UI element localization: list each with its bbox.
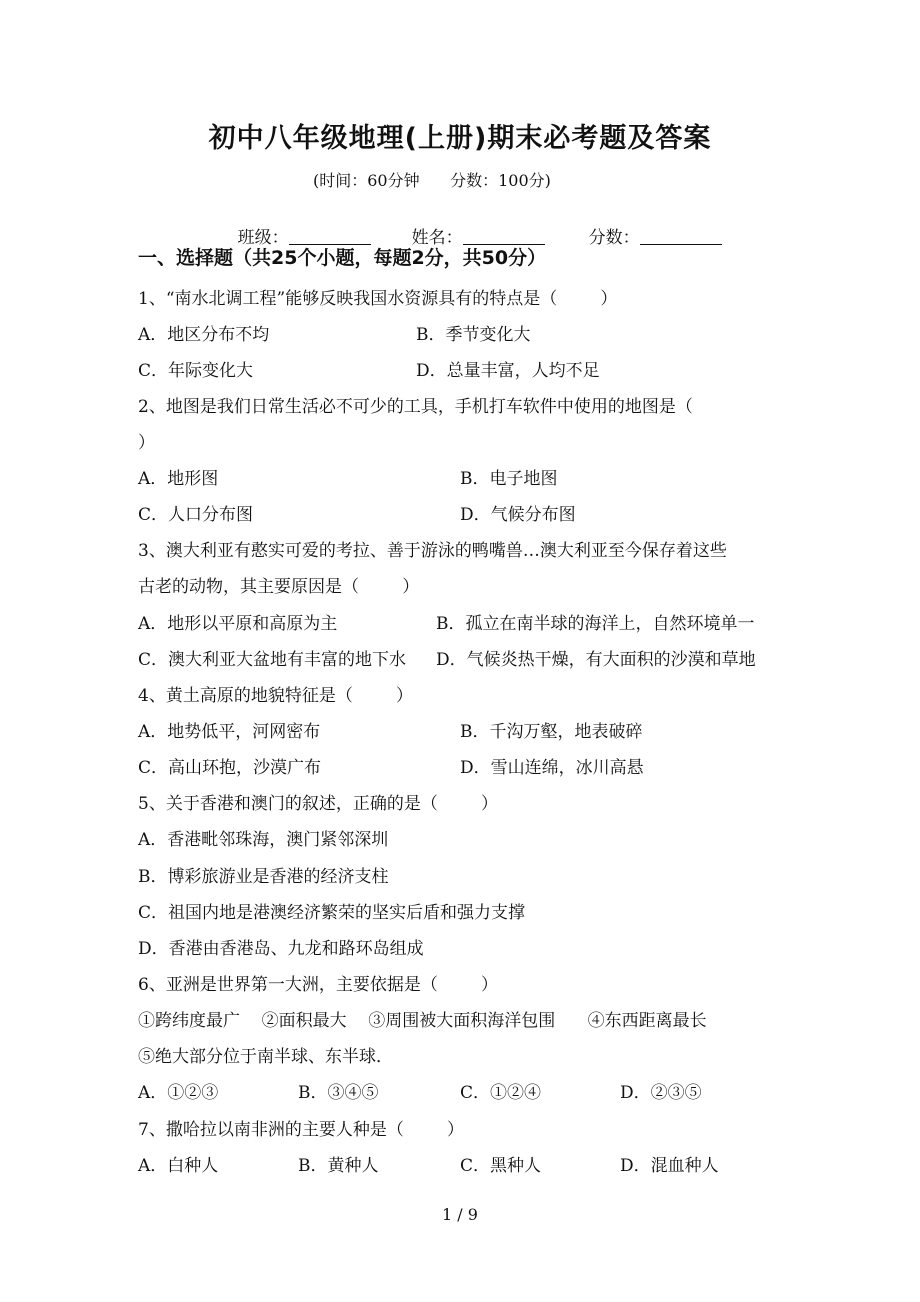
- question-6-option-a: A．①②③: [138, 1083, 219, 1103]
- score-blank[interactable]: [640, 228, 722, 245]
- question-6-stem: 6、亚洲是世界第一大洲，主要依据是（ ）: [138, 975, 499, 995]
- question-2-stem-cont: ）: [138, 433, 155, 453]
- question-1-option-a: A．地区分布不均: [138, 325, 270, 345]
- question-3-stem-cont: 古老的动物，其主要原因是（ ）: [138, 577, 420, 597]
- question-7-option-d: D．混血种人: [620, 1156, 719, 1176]
- question-6-option-d: D．②③⑤: [620, 1083, 702, 1103]
- question-4-option-d: D．雪山连绵，冰川高悬: [460, 758, 644, 778]
- question-6-choices-line1: ①跨纬度最广 ②面积最大 ③周围被大面积海洋包围 ④东西距离最长: [138, 1011, 707, 1031]
- question-3-option-a: A．地形以平原和高原为主: [138, 614, 338, 634]
- question-4-option-b: B．千沟万壑，地表破碎: [460, 722, 643, 742]
- question-1-option-c: C．年际变化大: [138, 361, 254, 381]
- question-6-option-c: C．①②④: [460, 1083, 542, 1103]
- score-label: 分数：: [588, 228, 640, 248]
- question-7-stem: 7、撒哈拉以南非洲的主要人种是（ ）: [138, 1120, 465, 1140]
- question-3-option-d: D．气候炎热干燥，有大面积的沙漠和草地: [436, 650, 756, 670]
- question-7-option-c: C．黑种人: [460, 1156, 542, 1176]
- question-7-option-b: B．黄种人: [298, 1156, 379, 1176]
- question-4-stem: 4、黄土高原的地貌特征是（ ）: [138, 686, 414, 706]
- class-label: 班级：: [237, 228, 289, 248]
- question-5-option-b: B．博彩旅游业是香港的经济支柱: [138, 867, 389, 887]
- question-4-option-a: A．地势低平，河网密布: [138, 722, 321, 742]
- question-6-choices-line2: ⑤绝大部分位于南半球、东半球．: [138, 1047, 393, 1067]
- question-2-option-d: D．气候分布图: [460, 505, 576, 525]
- question-1-stem: 1、“南水北调工程”能够反映我国水资源具有的特点是（ ）: [138, 289, 618, 309]
- question-5-stem: 5、关于香港和澳门的叙述，正确的是（ ）: [138, 794, 499, 814]
- question-4-option-c: C．高山环抱，沙漠广布: [138, 758, 322, 778]
- question-6-option-b: B．③④⑤: [298, 1083, 379, 1103]
- question-1-option-b: B．季节变化大: [416, 325, 531, 345]
- page-number: 1 / 9: [442, 1205, 478, 1224]
- question-2-option-a: A．地形图: [138, 469, 219, 489]
- page-title: 初中八年级地理(上册)期末必考题及答案: [208, 123, 712, 154]
- question-2-stem: 2、地图是我们日常生活必不可少的工具，手机打车软件中使用的地图是（: [138, 397, 693, 417]
- section-heading: 一、选择题（共25个小题，每题2分，共50分）: [138, 247, 547, 269]
- time-score-line: (时间：60分钟 分数：100分): [313, 171, 551, 190]
- question-2-option-c: C．人口分布图: [138, 505, 254, 525]
- question-1-option-d: D．总量丰富，人均不足: [416, 361, 600, 381]
- question-7-option-a: A．白种人: [138, 1156, 219, 1176]
- score-field: [567, 203, 722, 268]
- question-3-option-c: C．澳大利亚大盆地有丰富的地下水: [138, 650, 407, 670]
- question-3-option-b: B．孤立在南半球的海洋上，自然环境单一: [436, 614, 755, 634]
- question-5-option-a: A．香港毗邻珠海，澳门紧邻深圳: [138, 830, 389, 850]
- question-5-option-c: C．祖国内地是港澳经济繁荣的坚实后盾和强力支撑: [138, 903, 526, 923]
- question-3-stem: 3、澳大利亚有憨实可爱的考拉、善于游泳的鸭嘴兽…澳大利亚至今保存着这些: [138, 541, 727, 561]
- question-2-option-b: B．电子地图: [460, 469, 558, 489]
- name-label: 姓名：: [411, 228, 463, 248]
- question-5-option-d: D．香港由香港岛、九龙和路环岛组成: [138, 939, 424, 959]
